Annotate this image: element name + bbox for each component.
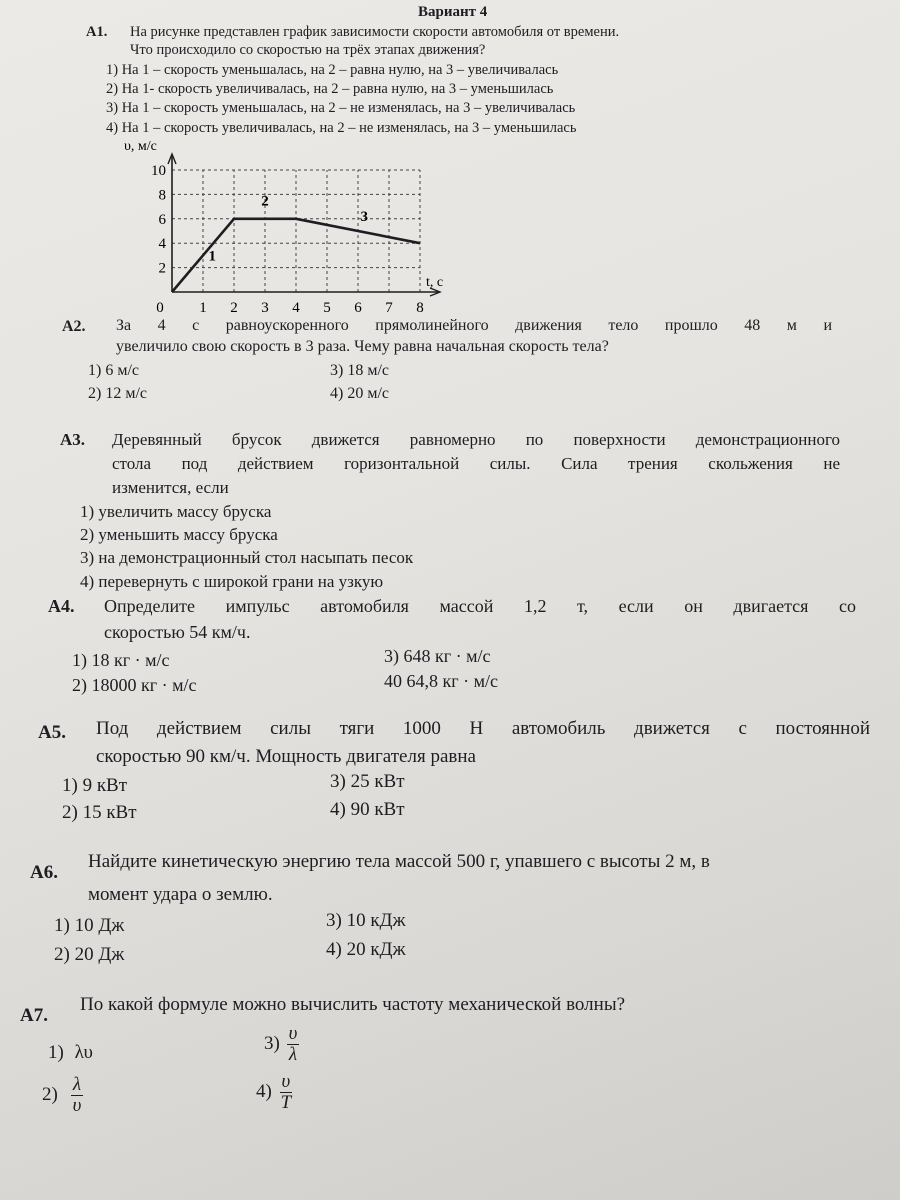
chart-x-tick-label: 7 [385, 300, 393, 316]
a7-option-3-number: 3) [264, 1032, 280, 1054]
a7-option-2-denominator: υ [72, 1094, 82, 1116]
a5-option-1: 1) 9 кВт [62, 775, 128, 796]
a5-option-2: 2) 15 кВт [62, 802, 137, 823]
question-a5-label: А5. [38, 722, 66, 743]
a2-option-3: 3) 18 м/с [330, 362, 389, 379]
a2-option-2: 2) 12 м/с [88, 385, 147, 402]
question-a4-text-line1: Определите импульс автомобиля массой 1,2 т, если он двигается со [104, 596, 856, 616]
a2-option-1: 1) 6 м/с [88, 362, 139, 379]
a7-option-4-denominator: T [280, 1091, 292, 1113]
chart-segment-label: 3 [360, 209, 368, 226]
question-a3-text-line1: Деревянный брусок движется равномерно по поверхности демонстрационного [112, 430, 840, 449]
a1-option-4: 4) На 1 – скорость увеличивалась, на 2 – не изменялась, на 3 – уменьшилась [106, 120, 577, 136]
question-a3-text-line2: стола под действием горизонтальной силы. Сила трения скольжения не [112, 454, 840, 473]
chart-segment-label: 2 [261, 193, 269, 210]
question-a4-label: А4. [48, 596, 75, 616]
question-a7-text: По какой формуле можно вычислить частоту механической волны? [80, 994, 626, 1015]
a7-option-4-number: 4) [256, 1080, 272, 1102]
chart-axes [168, 154, 440, 296]
a4-option-2: 2) 18000 кг · м/с [72, 675, 197, 695]
a7-option-1-formula: λυ [74, 1042, 93, 1063]
question-a1-label: А1. [86, 24, 108, 40]
a1-option-1: 1) На 1 – скорость уменьшалась, на 2 – равна нулю, на 3 – увеличивалась [106, 62, 559, 78]
question-a2-label: А2. [62, 318, 86, 335]
a4-option-4: 40 64,8 кг · м/с [384, 671, 499, 691]
chart-x-tick-label: 4 [292, 300, 300, 316]
chart-x-tick-label: 6 [354, 300, 362, 316]
chart-x-tick-label: 1 [199, 300, 207, 316]
question-a1-text-line2: Что происходило со скоростью на трёх этапах движения? [130, 42, 486, 58]
chart-y-tick-label: 6 [158, 211, 166, 228]
a4-option-3: 3) 648 кг · м/с [384, 646, 491, 666]
question-a3-text-line3: изменится, если [112, 478, 229, 497]
chart-x-tick-label: 2 [230, 300, 238, 316]
chart-y-tick-label: 8 [158, 187, 166, 204]
question-a7-label: А7. [20, 1005, 48, 1026]
a6-option-3: 3) 10 кДж [326, 910, 406, 931]
question-a5-text-line1: Под действием силы тяги 1000 Н автомобиль движется с постоянной [96, 718, 870, 739]
chart-y-axis-label: υ, м/с [124, 139, 157, 154]
a3-option-1: 1) увеличить массу бруска [80, 502, 272, 521]
chart-x-tick-label: 3 [261, 300, 269, 316]
a7-option-1 [48, 1042, 93, 1064]
a7-option-3-denominator: λ [288, 1043, 298, 1065]
a7-option-2-number: 2) [42, 1083, 58, 1105]
variant-title: Вариант 4 [418, 4, 488, 20]
a7-option-2-fraction [71, 1075, 84, 1116]
question-a1-text-line1: На рисунке представлен график зависимости скорости автомобиля от времени. [130, 24, 620, 40]
a2-option-4: 4) 20 м/с [330, 385, 389, 402]
a7-option-2 [42, 1075, 83, 1116]
question-a6-text-line1: Найдите кинетическую энергию тела массой 500 г, упавшего с высоты 2 м, в [88, 851, 710, 872]
a7-option-3-numerator: υ [288, 1023, 298, 1044]
question-a2-text-line1: За 4 с равноускоренного прямолинейного движения тело прошло 48 м и [116, 317, 832, 334]
chart-x-tick-label: 0 [156, 300, 164, 316]
a7-option-4 [256, 1072, 293, 1113]
chart-y-tick-label: 2 [158, 260, 166, 277]
a6-option-1: 1) 10 Дж [54, 915, 125, 936]
chart-y-tick-label: 10 [151, 163, 166, 179]
a3-option-3: 3) на демонстрационный стол насыпать песок [80, 548, 414, 567]
a7-option-4-fraction [279, 1072, 294, 1113]
question-a4-text-line2: скоростью 54 км/ч. [104, 622, 251, 642]
a7-option-2-numerator: λ [72, 1074, 82, 1095]
question-a5-text-line2: скоростью 90 км/ч. Мощность двигателя равна [96, 746, 476, 767]
a5-option-3: 3) 25 кВт [330, 771, 405, 792]
question-a2-text-line2: увеличило свою скорость в 3 раза. Чему равна начальная скорость тела? [116, 338, 609, 355]
a7-option-4-numerator: υ [281, 1071, 291, 1092]
chart-tick-labels [151, 163, 424, 316]
question-a6-text-line2: момент удара о землю. [88, 884, 273, 905]
a7-option-3-fraction [287, 1024, 300, 1065]
velocity-time-chart [110, 136, 460, 318]
a6-option-2: 2) 20 Дж [54, 944, 125, 965]
a6-option-4: 4) 20 кДж [326, 939, 406, 960]
a5-option-4: 4) 90 кВт [330, 799, 405, 820]
a3-option-4: 4) перевернуть с широкой грани на узкую [80, 572, 384, 591]
chart-segment-label: 1 [208, 248, 217, 265]
chart-x-axis-label: t, c [426, 275, 444, 290]
chart-y-tick-label: 4 [158, 236, 166, 253]
chart-grid [172, 170, 420, 292]
chart-x-tick-label: 8 [416, 300, 424, 316]
question-a3-label: А3. [60, 430, 86, 449]
a4-option-1: 1) 18 кг · м/с [72, 650, 170, 670]
a3-option-2: 2) уменьшить массу бруска [80, 525, 278, 544]
a1-option-2: 2) На 1- скорость увеличивалась, на 2 – равна нулю, на 3 – уменьшилась [106, 81, 554, 97]
question-a6-label: А6. [30, 862, 58, 883]
a1-option-3: 3) На 1 – скорость уменьшалась, на 2 – не изменялась, на 3 – увеличивалась [106, 100, 576, 116]
chart-x-tick-label: 5 [323, 300, 331, 316]
a7-option-1-number: 1) [48, 1042, 64, 1063]
a7-option-3 [264, 1024, 299, 1065]
